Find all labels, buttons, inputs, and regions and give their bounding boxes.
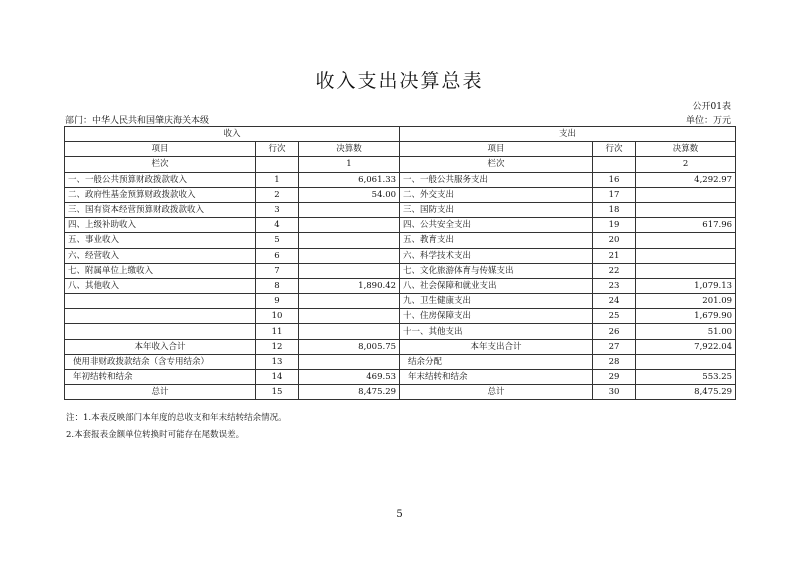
expense-row-no-cell: 19 — [593, 218, 636, 233]
table-row — [65, 233, 736, 248]
income-header: 收入 — [65, 127, 400, 142]
income-item-cell: 本年收入合计 — [65, 339, 256, 354]
expense-amount-cell: 4,292.97 — [636, 172, 736, 187]
expense-row-no-cell: 16 — [593, 172, 636, 187]
income-row-no-cell: 11 — [256, 324, 299, 339]
subtotal-row — [65, 339, 736, 354]
table-row — [65, 278, 736, 293]
expense-amount-cell — [636, 202, 736, 217]
expense-amount-cell: 201.09 — [636, 294, 736, 309]
income-row-no-cell: 13 — [256, 354, 299, 369]
income-row-no-cell: 14 — [256, 370, 299, 385]
expense-row-no-cell: 24 — [593, 294, 636, 309]
income-row-no-cell: 10 — [256, 309, 299, 324]
table-row — [65, 294, 736, 309]
expense-item-cell: 四、公共安全支出 — [400, 218, 593, 233]
income-amount-cell — [299, 202, 400, 217]
expense-row-no-cell: 27 — [593, 339, 636, 354]
expense-item-cell: 总计 — [400, 385, 593, 400]
expense-header: 支出 — [400, 127, 736, 142]
income-amount-cell: 469.53 — [299, 370, 400, 385]
unit-label: 单位：万元 — [685, 116, 731, 126]
income-row-no-cell: 4 — [256, 218, 299, 233]
expense-amount-cell: 1,079.13 — [636, 278, 736, 293]
expense-row-no-cell: 22 — [593, 263, 636, 278]
expense-item-cell: 本年支出合计 — [400, 339, 593, 354]
header-row-sections — [65, 127, 736, 142]
expense-item-header: 项目 — [400, 142, 593, 157]
income-row-no-cell: 2 — [256, 187, 299, 202]
income-amount-cell: 54.00 — [299, 187, 400, 202]
income-item-cell: 三、国有资本经营预算财政拨款收入 — [65, 202, 256, 217]
table-row — [65, 202, 736, 217]
income-item-cell — [65, 294, 256, 309]
income-item-cell: 八、其他收入 — [65, 278, 256, 293]
expense-amount-cell: 7,922.04 — [636, 339, 736, 354]
total-row — [65, 385, 736, 400]
expense-item-cell: 八、社会保障和就业支出 — [400, 278, 593, 293]
income-column-label: 栏次 — [65, 157, 256, 172]
balance-row — [65, 354, 736, 369]
table-row — [65, 324, 736, 339]
income-amount-cell — [299, 324, 400, 339]
expense-column-empty — [593, 157, 636, 172]
income-row-no-cell: 7 — [256, 263, 299, 278]
income-item-cell: 四、上级补助收入 — [65, 218, 256, 233]
expense-row-no-cell: 23 — [593, 278, 636, 293]
income-row-no-cell: 6 — [256, 248, 299, 263]
income-amount-cell — [299, 294, 400, 309]
budget-summary-table — [64, 126, 736, 400]
income-row-no-cell: 5 — [256, 233, 299, 248]
income-amount-cell: 1,890.42 — [299, 278, 400, 293]
table-row — [65, 218, 736, 233]
expense-item-cell: 五、教育支出 — [400, 233, 593, 248]
income-item-cell: 二、政府性基金预算财政拨款收入 — [65, 187, 256, 202]
income-row-no-cell: 1 — [256, 172, 299, 187]
income-amount-cell: 8,005.75 — [299, 339, 400, 354]
note-line-2: 2.本套报表金额单位转换时可能存在尾数误差。 — [66, 430, 245, 440]
header-row-column-index — [65, 157, 736, 172]
expense-amount-cell — [636, 248, 736, 263]
income-amount-cell: 8,475.29 — [299, 385, 400, 400]
expense-item-cell: 一、一般公共服务支出 — [400, 172, 593, 187]
expense-amount-cell — [636, 233, 736, 248]
expense-column-label: 栏次 — [400, 157, 593, 172]
header-row-columns — [65, 142, 736, 157]
expense-item-cell: 十、住房保障支出 — [400, 309, 593, 324]
expense-item-cell: 二、外交支出 — [400, 187, 593, 202]
expense-amount-cell: 1,679.90 — [636, 309, 736, 324]
expense-amount-cell: 617.96 — [636, 218, 736, 233]
income-item-cell: 使用非财政拨款结余（含专用结余） — [65, 354, 256, 369]
department-label: 部门：中华人民共和国肇庆海关本级 — [65, 116, 210, 126]
expense-item-cell: 九、卫生健康支出 — [400, 294, 593, 309]
expense-column-number: 2 — [636, 157, 736, 172]
form-code: 公开01表 — [692, 102, 731, 112]
income-item-cell — [65, 309, 256, 324]
expense-item-cell: 六、科学技术支出 — [400, 248, 593, 263]
expense-item-cell: 结余分配 — [400, 354, 593, 369]
income-item-cell: 一、一般公共预算财政拨款收入 — [65, 172, 256, 187]
expense-row-no-cell: 20 — [593, 233, 636, 248]
note-line-1: 注：1.本表反映部门本年度的总收支和年末结转结余情况。 — [66, 413, 287, 423]
table-row — [65, 187, 736, 202]
expense-row-no-cell: 30 — [593, 385, 636, 400]
income-amount-cell: 6,061.33 — [299, 172, 400, 187]
income-item-cell: 六、经营收入 — [65, 248, 256, 263]
income-item-cell: 七、附属单位上缴收入 — [65, 263, 256, 278]
income-amount-cell — [299, 233, 400, 248]
expense-row-no-cell: 25 — [593, 309, 636, 324]
income-amount-cell — [299, 354, 400, 369]
expense-amount-cell: 8,475.29 — [636, 385, 736, 400]
income-amount-header: 决算数 — [299, 142, 400, 157]
expense-row-no-cell: 17 — [593, 187, 636, 202]
expense-amount-cell — [636, 263, 736, 278]
income-item-cell: 总计 — [65, 385, 256, 400]
expense-amount-cell: 51.00 — [636, 324, 736, 339]
income-amount-cell — [299, 218, 400, 233]
income-item-cell: 年初结转和结余 — [65, 370, 256, 385]
expense-row-no-cell: 29 — [593, 370, 636, 385]
notes — [66, 410, 287, 444]
income-item-cell — [65, 324, 256, 339]
expense-amount-cell: 553.25 — [636, 370, 736, 385]
page-title: 收入支出决算总表 — [315, 70, 484, 92]
expense-item-cell: 十一、其他支出 — [400, 324, 593, 339]
table-row — [65, 248, 736, 263]
table-row — [65, 263, 736, 278]
income-row-no-cell: 15 — [256, 385, 299, 400]
income-row-no-cell: 9 — [256, 294, 299, 309]
income-column-number: 1 — [299, 157, 400, 172]
income-column-empty — [256, 157, 299, 172]
balance-row — [65, 370, 736, 385]
table-row — [65, 172, 736, 187]
page-number: 5 — [396, 509, 403, 520]
expense-amount-cell — [636, 354, 736, 369]
expense-row-no-cell: 26 — [593, 324, 636, 339]
income-row-no-cell: 12 — [256, 339, 299, 354]
expense-amount-cell — [636, 187, 736, 202]
income-row-no-cell: 3 — [256, 202, 299, 217]
table-row — [65, 309, 736, 324]
expense-amount-header: 决算数 — [636, 142, 736, 157]
expense-item-cell: 七、文化旅游体育与传媒支出 — [400, 263, 593, 278]
expense-row-no-header: 行次 — [593, 142, 636, 157]
expense-row-no-cell: 28 — [593, 354, 636, 369]
expense-item-cell: 年末结转和结余 — [400, 370, 593, 385]
income-item-header: 项目 — [65, 142, 256, 157]
expense-row-no-cell: 18 — [593, 202, 636, 217]
income-row-no-cell: 8 — [256, 278, 299, 293]
income-amount-cell — [299, 309, 400, 324]
income-row-no-header: 行次 — [256, 142, 299, 157]
expense-item-cell: 三、国防支出 — [400, 202, 593, 217]
income-amount-cell — [299, 248, 400, 263]
income-amount-cell — [299, 263, 400, 278]
income-item-cell: 五、事业收入 — [65, 233, 256, 248]
expense-row-no-cell: 21 — [593, 248, 636, 263]
